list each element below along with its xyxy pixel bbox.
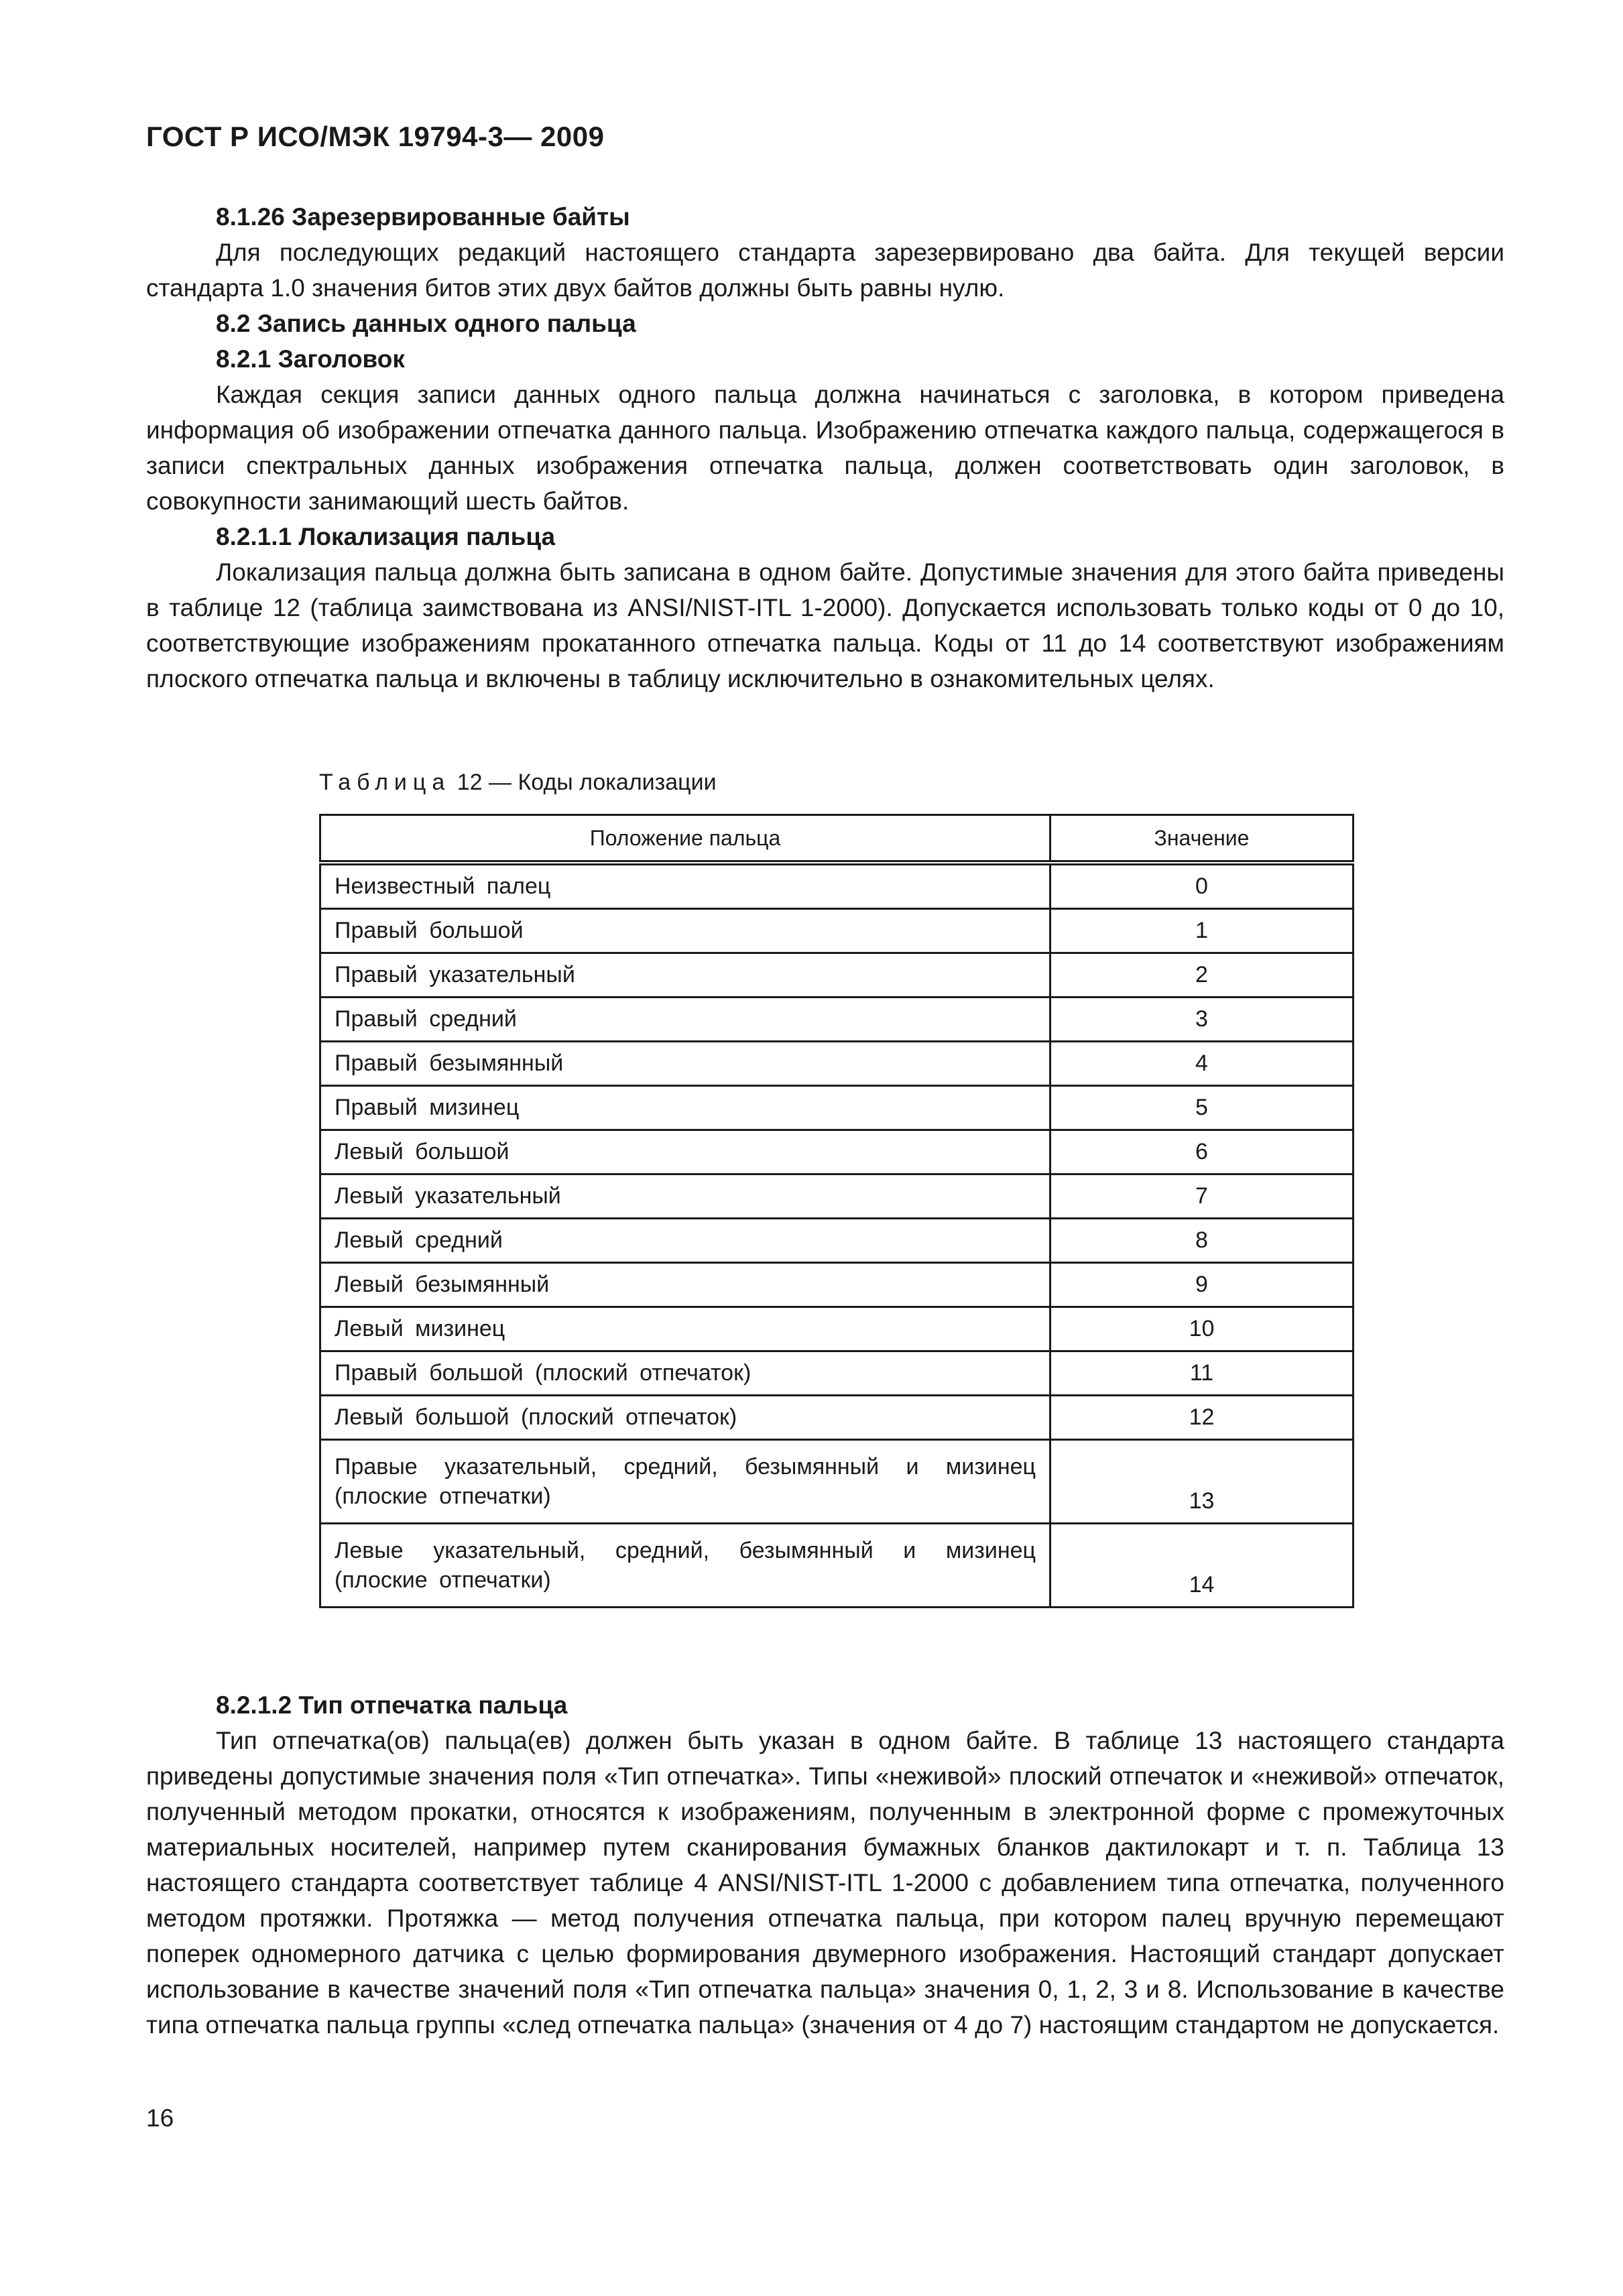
finger-position-cell: Правый большой (плоский отпечаток) (320, 1351, 1050, 1396)
code-value-cell: 2 (1050, 953, 1354, 998)
table-row (320, 1130, 1354, 1174)
finger-position-cell: Левый безымянный (320, 1263, 1050, 1307)
finger-position-cell: Левый средний (320, 1219, 1050, 1263)
finger-position-cell: Левый большой (320, 1130, 1050, 1174)
code-value-cell: 14 (1050, 1524, 1354, 1608)
table-caption-prefix: Таблица (319, 770, 451, 795)
table-row (320, 998, 1354, 1042)
code-value-cell: 10 (1050, 1307, 1354, 1351)
code-value-cell: 5 (1050, 1086, 1354, 1130)
paragraph-8-1-26: Для последующих редакций настоящего стандарта зарезервировано два байта. Для текущей версии стандарта 1.0 значения битов этих двух байтов должны быть равны нулю. (146, 239, 1504, 302)
table-header-row (320, 815, 1354, 863)
table-row (320, 909, 1354, 953)
code-value-cell: 7 (1050, 1174, 1354, 1219)
table-row (320, 1524, 1354, 1608)
document-header: ГОСТ Р ИСО/МЭК 19794-3— 2009 (146, 121, 605, 152)
code-value-cell: 12 (1050, 1396, 1354, 1440)
table-row (320, 1174, 1354, 1219)
code-value-cell: 1 (1050, 909, 1354, 953)
paragraph-8-2-1-2: Тип отпечатка(ов) пальца(ев) должен быть указан в одном байте. В таблице 13 настоящего стандарта приведены допустимые значения поля «Тип отпечатка». Типы «неживой» плоский отпечаток и «неживой» отпечаток, полученный методом прокатки, относятся к изображениям, полученным в электронной форме с промежуточных материальных носителей, например путем сканирования бумажных бланков дактилокарт и т. п. Таблица 13 настоящего стандарта соответствует таблице 4 ANSI/NIST-ITL 1-2000 с добавлением типа отпечатка, полученного методом протяжки. Протяжка — метод получения отпечатка пальца, при котором палец вручную перемещают поперек одномерного датчика с целью формирования двумерного изображения. Настоящий стандарт допускает использование в качестве значений поля «Тип отпечатка пальца» значения 0, 1, 2, 3 и 8. Использование в качестве типа отпечатка пальца группы «след отпечатка пальца» (значения от 4 до 7) настоящим стандартом не допускается. (146, 1727, 1504, 2039)
table-row (320, 1219, 1354, 1263)
code-value-cell: 8 (1050, 1219, 1354, 1263)
finger-position-cell: Неизвестный палец (320, 863, 1050, 909)
text-block-bottom (146, 1687, 1504, 2043)
finger-position-cell: Правые указательный, средний, безымянный и мизинец (плоские отпечатки) (320, 1440, 1050, 1524)
code-value-cell: 6 (1050, 1130, 1354, 1174)
section-title-8-1-26: 8.1.26 Зарезервированные байты (216, 203, 630, 231)
table-caption (319, 770, 717, 796)
table-row (320, 863, 1354, 909)
column-header-value: Значение (1050, 815, 1354, 863)
paragraph-8-2-1: Каждая секция записи данных одного пальца должна начинаться с заголовка, в котором приведена информация об изображении отпечатка данного пальца. Изображению отпечатка каждого пальца, содержащегося в записи спектральных данных изображения отпечатка пальца, должен соответствовать один заголовок, в совокупности занимающий шесть байтов. (146, 381, 1504, 515)
code-value-cell: 13 (1050, 1440, 1354, 1524)
code-value-cell: 0 (1050, 863, 1354, 909)
text-block-top (146, 199, 1504, 697)
finger-position-cell: Правый средний (320, 998, 1050, 1042)
section-title-8-2: 8.2 Запись данных одного пальца (216, 310, 636, 337)
section-title-8-2-1-2: 8.2.1.2 Тип отпечатка пальца (216, 1691, 568, 1719)
code-value-cell: 4 (1050, 1042, 1354, 1086)
table-row (320, 1351, 1354, 1396)
finger-position-cell: Правый большой (320, 909, 1050, 953)
finger-position-cell: Правый указательный (320, 953, 1050, 998)
table-caption-title: 12 — Коды локализации (450, 770, 717, 795)
column-header-position: Положение пальца (320, 815, 1050, 863)
finger-position-cell: Левый указательный (320, 1174, 1050, 1219)
page-number: 16 (146, 2104, 174, 2132)
table-row (320, 1396, 1354, 1440)
finger-position-cell: Правый мизинец (320, 1086, 1050, 1130)
finger-position-cell: Левый большой (плоский отпечаток) (320, 1396, 1050, 1440)
table-row (320, 1440, 1354, 1524)
finger-position-cell: Левый мизинец (320, 1307, 1050, 1351)
table-row (320, 1042, 1354, 1086)
finger-position-cell: Левые указательный, средний, безымянный и мизинец (плоские отпечатки) (320, 1524, 1050, 1608)
finger-position-cell: Правый безымянный (320, 1042, 1050, 1086)
code-value-cell: 3 (1050, 998, 1354, 1042)
section-title-8-2-1-1: 8.2.1.1 Локализация пальца (216, 523, 556, 550)
code-value-cell: 11 (1050, 1351, 1354, 1396)
code-value-cell: 9 (1050, 1263, 1354, 1307)
table-row (320, 1086, 1354, 1130)
table-row (320, 953, 1354, 998)
table-row (320, 1263, 1354, 1307)
paragraph-8-2-1-1: Локализация пальца должна быть записана в одном байте. Допустимые значения для этого байта приведены в таблице 12 (таблица заимствована из ANSI/NIST-ITL 1-2000). Допускается использовать только коды от 0 до 10, соответствующие изображениям прокатанного отпечатка пальца. Коды от 11 до 14 соответствуют изображениям плоского отпечатка пальца и включены в таблицу исключительно в ознакомительных целях. (146, 558, 1504, 692)
table-row (320, 1307, 1354, 1351)
localization-codes-table (319, 814, 1354, 1608)
section-title-8-2-1: 8.2.1 Заголовок (216, 345, 405, 373)
